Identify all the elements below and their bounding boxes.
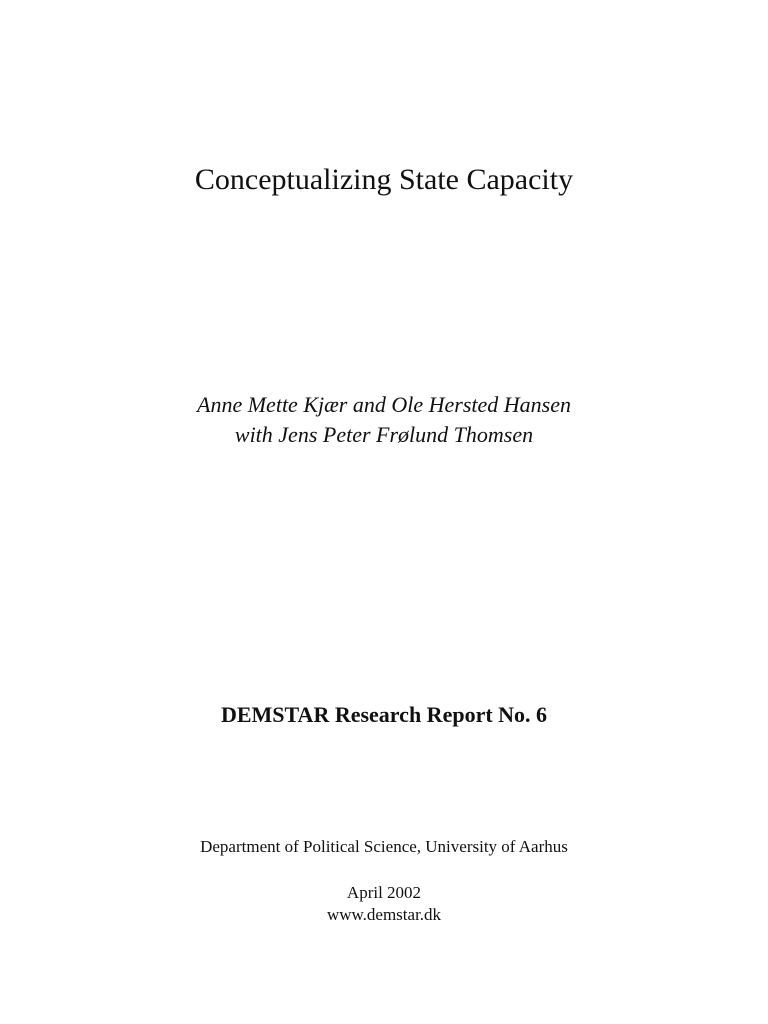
authors-primary: Anne Mette Kjær and Ole Hersted Hansen [197,392,571,417]
document-title: Conceptualizing State Capacity [194,163,574,196]
publication-info [0,882,768,926]
authors-secondary: with Jens Peter Frølund Thomsen [234,422,534,447]
publication-date: April 2002 [346,883,422,902]
department-affiliation: Department of Political Science, University of Aarhus [200,837,568,856]
author-block [0,390,768,450]
website-url: www.demstar.dk [326,905,442,924]
report-label: DEMSTAR Research Report No. 6 [220,702,548,727]
